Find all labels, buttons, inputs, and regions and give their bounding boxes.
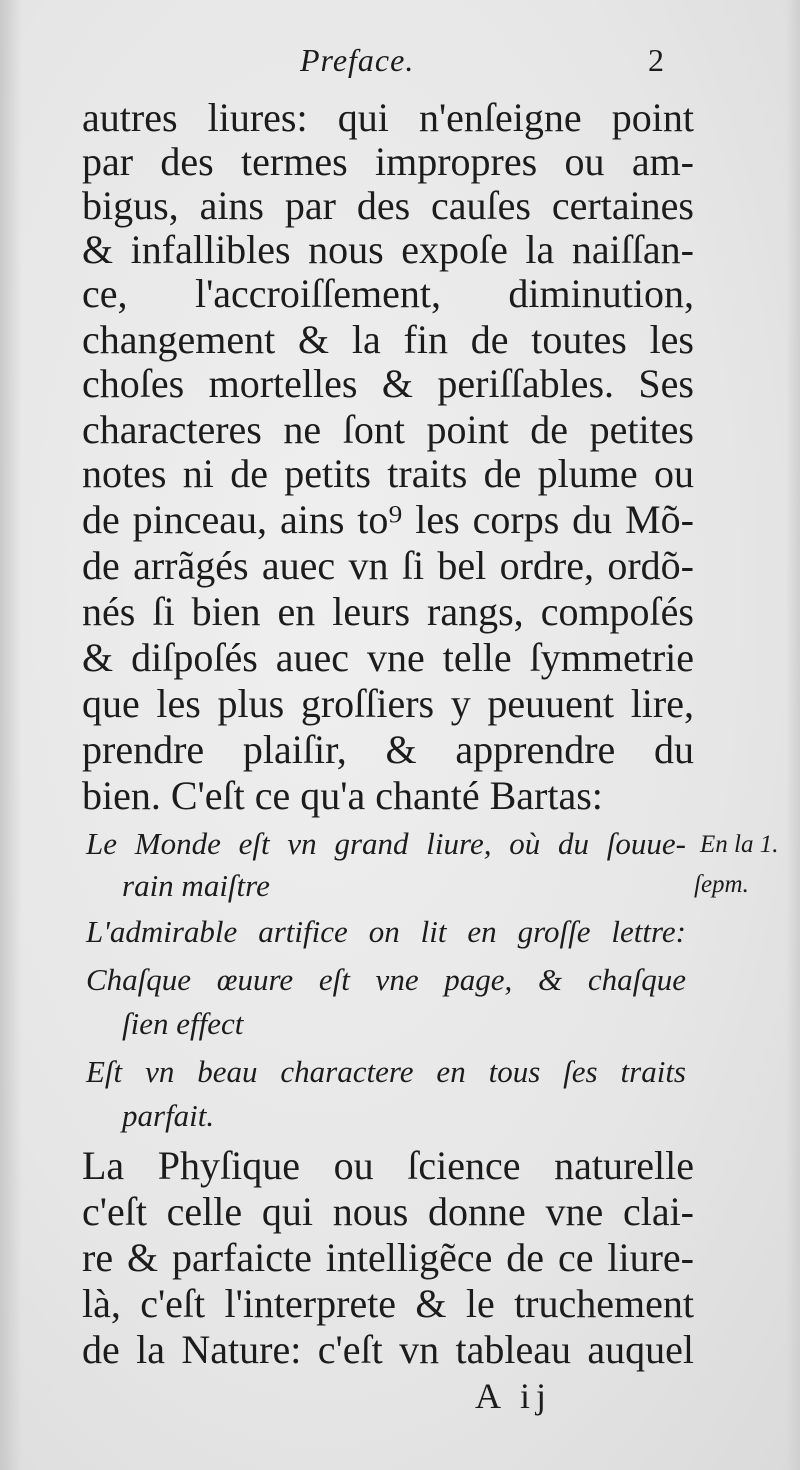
text-line: re & parfaicte intelligẽce de ce liure- [82,1235,694,1280]
verse-line: ſien effect [122,1006,244,1041]
text-line: de arrãgés auec vn ſi bel ordre, ordõ- [82,543,694,588]
text-line: characteres ne ſont point de petites [82,407,694,452]
verse-line: parfait. [122,1098,215,1133]
verse-line: Le Monde eſt vn grand liure, où du ſouue- [86,826,686,861]
text-line: que les plus groſſiers y peuuent lire, [82,681,694,726]
text-line: ce, l'accroiſſement, diminution, [82,271,694,316]
text-line: c'eſt celle qui nous donne vne clai- [82,1189,694,1234]
text-line: notes ni de petits traits de plume ou [82,451,694,496]
text-line: changement & la fin de toutes les [82,317,694,362]
verse-line: L'admirable artifice on lit en groſſe lettre: [86,914,686,949]
text-line: La Phyſique ou ſcience naturelle [82,1143,694,1188]
page-number: 2 [648,42,664,78]
text-line: choſes mortelles & periſſables. Ses [82,361,694,406]
text-line: & infallibles nous expoſe la naiſſan- [82,227,694,272]
text-line: prendre plaiſir, & apprendre du [82,727,694,772]
text-line: nés ſi bien en leurs rangs, compoſés [82,589,694,634]
text-line: bien. C'eſt ce qu'a chanté Bartas: [82,773,603,818]
text-line: bigus, ains par des cauſes certaines [82,183,694,228]
verse-line: rain maiſtre [122,868,270,903]
signature-mark: A ij [475,1376,553,1416]
text-line: par des termes impropres ou am- [82,139,694,184]
text-line: de pinceau, ains to⁹ les corps du Mõ- [82,497,694,542]
margin-note-line: En la 1. [700,831,779,858]
text-line: autres liures: qui n'enſeigne point [82,95,694,140]
text-line: de la Nature: c'eſt vn tableau auquel [82,1327,694,1372]
text-line: & diſpoſés auec vne telle ſymmetrie [82,635,694,680]
text-line: là, c'eſt l'interprete & le truchement [82,1281,694,1326]
verse-line: Chaſque œuure eſt vne page, & chaſque [86,962,686,997]
running-head: Preface. [300,42,415,78]
verse-line: Eſt vn beau charactere en tous ſes traits [86,1054,686,1089]
margin-note-line: ſepm. [694,871,749,898]
